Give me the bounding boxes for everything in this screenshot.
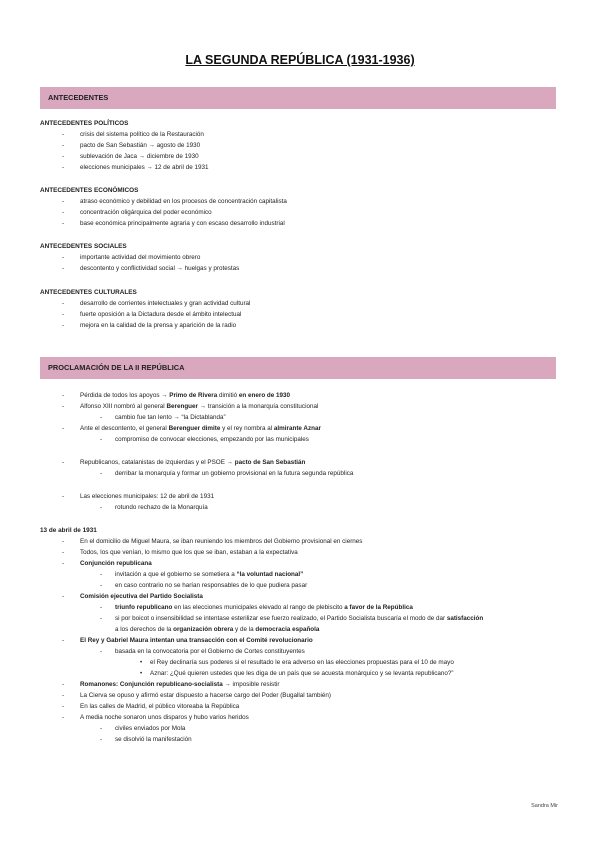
bullet-dash: - — [62, 493, 65, 500]
list-item: atraso económico y debilidad en los procesos de concentración capitalista — [80, 198, 287, 205]
page-title: LA SEGUNDA REPÚBLICA (1931-1936) — [185, 53, 415, 67]
bullet-dash: - — [62, 265, 65, 272]
bullet-dash: - — [62, 593, 65, 600]
list-item: Aznar: ¿Qué quieren ustedes que les diga de un país que se acuesta monárquico y se levanta republicano?” — [150, 670, 454, 677]
list-item: el Rey declinaría sus poderes si el resultado le era adverso en las elecciones propuestas para el 10 de mayo — [150, 659, 454, 666]
section-header-proclamacion: PROCLAMACIÓN DE LA II REPÚBLICA — [40, 357, 556, 379]
bullet-dot: • — [140, 670, 143, 677]
bullet-dash: - — [100, 436, 103, 443]
bullet-dash: - — [62, 209, 65, 216]
list-item: En las calles de Madrid, el público vitoreaba la República — [80, 703, 240, 710]
footer-author: Sandra Mir — [531, 803, 558, 809]
bullet-dash: - — [100, 582, 103, 589]
bullet-dash: - — [62, 300, 65, 307]
subheading-economicos: ANTECEDENTES ECONÓMICOS — [40, 187, 139, 194]
bullet-dash: - — [62, 714, 65, 721]
list-item: Todos, los que venían, lo mismo que los que se iban, estaban a la expectativa — [80, 549, 298, 556]
bullet-dash: - — [62, 198, 65, 205]
bullet-dash: - — [100, 571, 103, 578]
list-item: triunfo republicano en las elecciones municipales elevado al rango de plebiscito a favor de la República — [115, 604, 413, 611]
subheading-politicos: ANTECEDENTES POLÍTICOS — [40, 120, 129, 127]
list-item: mejora en la calidad de la prensa y aparición de la radio — [80, 322, 237, 329]
bullet-dash: - — [100, 736, 103, 743]
bullet-dash: - — [62, 681, 65, 688]
bullet-dash: - — [62, 549, 65, 556]
list-item: se disolvió la manifestación — [115, 736, 192, 743]
bullet-dash: - — [62, 403, 65, 410]
bullet-dash: - — [62, 322, 65, 329]
list-item: invitación a que el gobierno se sometiera a “la voluntad nacional” — [115, 571, 304, 578]
subheading-culturales: ANTECEDENTES CULTURALES — [40, 289, 137, 296]
bullet-dash: - — [62, 392, 65, 399]
list-item: Las elecciones municipales: 12 de abril de 1931 — [80, 493, 215, 500]
list-item: Conjunción republicana — [80, 560, 152, 567]
list-item: A media noche sonaron unos disparos y hubo varios heridos — [80, 714, 249, 721]
list-item: basada en la convocatoria por el Gobierno de Cortes constituyentes — [115, 648, 305, 655]
bullet-dash: - — [62, 538, 65, 545]
bullet-dash: - — [100, 648, 103, 655]
list-item: Romanones: Conjunción republicano-socialista → imposible resistir — [80, 681, 280, 688]
bullet-dash: - — [100, 604, 103, 611]
bullet-dash: - — [62, 254, 65, 261]
bullet-dash: - — [62, 131, 65, 138]
list-item: en caso contrario no se harían responsables de lo que pudiera pasar — [115, 582, 308, 589]
bullet-dash: - — [100, 504, 103, 511]
list-item: El Rey y Gabriel Maura intentan una transacción con el Comité revolucionario — [80, 637, 313, 644]
list-item: cambio fue tan lento → “la Dictablanda” — [115, 414, 226, 421]
bullet-dash: - — [100, 615, 103, 622]
subheading-sociales: ANTECEDENTES SOCIALES — [40, 243, 127, 250]
list-item: si por boicot o insensibilidad se intentase esterilizar ese fuerzo realizado, el Partido Socialista buscaría el modo de dar satisfacción — [115, 615, 484, 622]
bullet-dash: - — [62, 164, 65, 171]
bullet-dash: - — [62, 220, 65, 227]
list-item: Alfonso XIII nombró al general Berenguer → transición a la monarquía constitucional — [80, 403, 319, 410]
list-item: concentración oligárquica del poder económico — [80, 209, 212, 216]
bullet-dash: - — [62, 153, 65, 160]
list-item: fuerte oposición a la Dictadura desde el ámbito intelectual — [80, 311, 242, 318]
subheading-date: 13 de abril de 1931 — [40, 527, 97, 534]
list-item-continuation: a los derechos de la organización obrera y de la democracia española — [115, 626, 320, 633]
bullet-dash: - — [62, 142, 65, 149]
bullet-dash: - — [62, 637, 65, 644]
list-item: descontento y conflictividad social → huelgas y protestas — [80, 265, 240, 272]
list-item: sublevación de Jaca → diciembre de 1930 — [80, 153, 199, 160]
list-item: desarrollo de corrientes intelectuales y gran actividad cultural — [80, 300, 251, 307]
bullet-dash: - — [62, 560, 65, 567]
list-item: Ante el descontento, el general Berenguer dimite y el rey nombra al almirante Aznar — [80, 425, 321, 432]
list-item: rotundo rechazo de la Monarquía — [115, 504, 208, 511]
list-item: Comisión ejecutiva del Partido Socialista — [80, 593, 203, 600]
bullet-dash: - — [62, 703, 65, 710]
list-item: crisis del sistema político de la Restauración — [80, 131, 204, 138]
bullet-dash: - — [100, 414, 103, 421]
bullet-dash: - — [62, 459, 65, 466]
list-item: civiles enviados por Mola — [115, 725, 186, 732]
list-item: importante actividad del movimiento obrero — [80, 254, 201, 261]
section-header-antecedentes: ANTECEDENTES — [40, 87, 556, 109]
list-item: La Cierva se opuso y afirmó estar dispuesto a hacerse cargo del Poder (Bugallal también) — [80, 692, 331, 699]
bullet-dash: - — [62, 425, 65, 432]
list-item: derribar la monarquía y formar un gobierno provisional en la futura segunda república — [115, 470, 354, 477]
bullet-dash: - — [62, 692, 65, 699]
bullet-dash: - — [100, 470, 103, 477]
list-item: Republicanos, catalanistas de izquierdas y el PSOE → pacto de San Sebastián — [80, 459, 306, 466]
list-item: compromiso de convocar elecciones, empezando por las municipales — [115, 436, 309, 443]
list-item: pacto de San Sebastián → agosto de 1930 — [80, 142, 201, 149]
list-item: base económica principalmente agraria y con escaso desarrollo industrial — [80, 220, 285, 227]
list-item: En el domicilio de Miguel Maura, se iban reuniendo los miembros del Gobierno provisional en ciernes — [80, 538, 363, 545]
list-item: Pérdida de todos los apoyos → Primo de Rivera dimitió en enero de 1930 — [80, 392, 291, 399]
bullet-dash: - — [62, 311, 65, 318]
bullet-dash: - — [100, 725, 103, 732]
bullet-dot: • — [140, 659, 143, 666]
list-item: elecciones municipales → 12 de abril de 1931 — [80, 164, 209, 171]
